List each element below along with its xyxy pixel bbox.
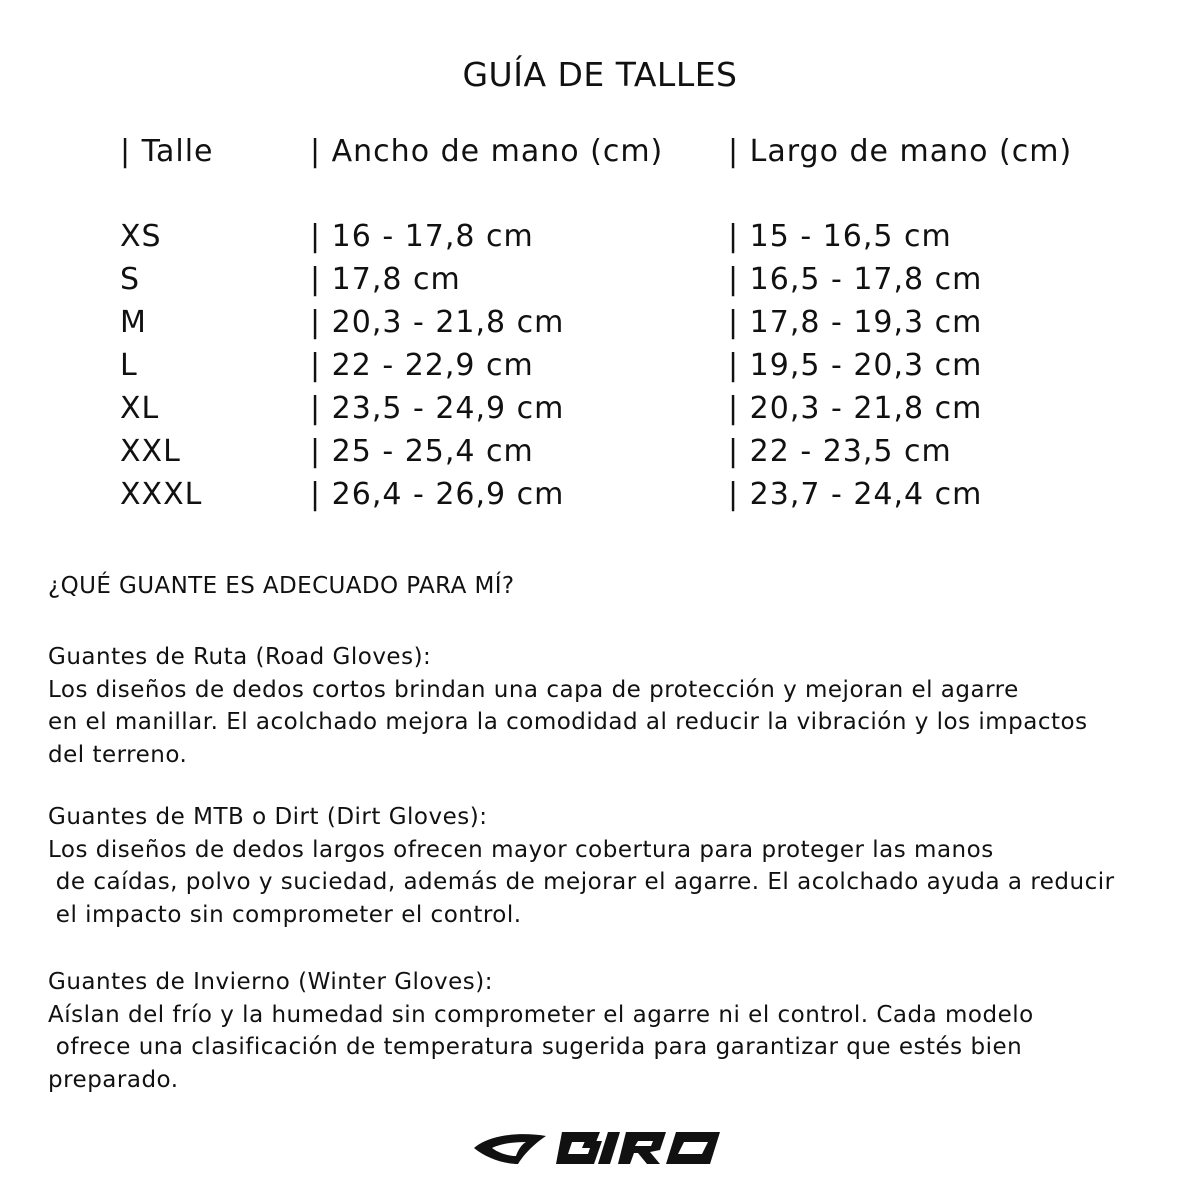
glove-section-heading: Guantes de Invierno (Winter Gloves): bbox=[48, 969, 493, 995]
section-question: ¿QUÉ GUANTE ES ADECUADO PARA MÍ? bbox=[48, 573, 515, 599]
cell-hand-width: | 23,5 - 24,9 cm bbox=[310, 391, 565, 426]
cell-size: L bbox=[120, 348, 138, 383]
glove-section-text-line: en el manillar. El acolchado mejora la comodidad al reducir la vibración y los impactos bbox=[48, 709, 1088, 735]
glove-section-heading: Guantes de Ruta (Road Gloves): bbox=[48, 644, 432, 670]
glove-section-text-line: Aíslan del frío y la humedad sin comprometer el agarre ni el control. Cada modelo bbox=[48, 1001, 1034, 1028]
cell-hand-width: | 17,8 cm bbox=[310, 262, 461, 297]
size-table bbox=[0, 0, 1200, 540]
cell-hand-length: | 17,8 - 19,3 cm bbox=[728, 305, 983, 340]
glove-section-text-line: ofrece una clasificación de temperatura sugerida para garantizar que estés bien bbox=[48, 1034, 1023, 1060]
glove-section bbox=[48, 801, 1168, 931]
glove-section-heading: Guantes de MTB o Dirt (Dirt Gloves): bbox=[48, 804, 488, 830]
cell-hand-length: | 15 - 16,5 cm bbox=[728, 219, 952, 254]
cell-hand-width: | 26,4 - 26,9 cm bbox=[310, 477, 565, 512]
glove-section bbox=[48, 641, 1168, 771]
glove-section bbox=[48, 966, 1168, 1096]
cell-hand-width: | 22 - 22,9 cm bbox=[310, 348, 534, 383]
header-size: | Talle bbox=[120, 134, 214, 169]
glove-section-text-line: del terreno. bbox=[48, 741, 188, 768]
cell-size: M bbox=[120, 305, 147, 340]
header-hand-length: | Largo de mano (cm) bbox=[728, 134, 1073, 169]
cell-hand-length: | 23,7 - 24,4 cm bbox=[728, 477, 983, 512]
glove-section-text-line: el impacto sin comprometer el control. bbox=[48, 901, 522, 928]
glove-section-text-line: Los diseños de dedos largos ofrecen mayor cobertura para proteger las manos bbox=[48, 836, 994, 863]
cell-hand-width: | 20,3 - 21,8 cm bbox=[310, 305, 565, 340]
cell-size: XXL bbox=[120, 434, 181, 469]
glove-section-text-line: preparado. bbox=[48, 1066, 179, 1093]
glove-section-text-line: Los diseños de dedos cortos brindan una capa de protección y mejoran el agarre bbox=[48, 676, 1019, 703]
cell-hand-width: | 25 - 25,4 cm bbox=[310, 434, 534, 469]
page-title: GUÍA DE TALLES bbox=[462, 55, 738, 94]
header-hand-width: | Ancho de mano (cm) bbox=[310, 134, 664, 169]
cell-size: XL bbox=[120, 391, 160, 426]
cell-hand-length: | 16,5 - 17,8 cm bbox=[728, 262, 983, 297]
cell-hand-length: | 20,3 - 21,8 cm bbox=[728, 391, 983, 426]
cell-hand-length: | 19,5 - 20,3 cm bbox=[728, 348, 983, 383]
cell-hand-width: | 16 - 17,8 cm bbox=[310, 219, 534, 254]
cell-hand-length: | 22 - 23,5 cm bbox=[728, 434, 952, 469]
giro-logo bbox=[470, 1124, 730, 1172]
cell-size: XS bbox=[120, 219, 162, 254]
glove-section-text-line: de caídas, polvo y suciedad, además de mejorar el agarre. El acolchado ayuda a reducir bbox=[48, 869, 1115, 895]
cell-size: XXXL bbox=[120, 477, 203, 512]
cell-size: S bbox=[120, 262, 141, 297]
